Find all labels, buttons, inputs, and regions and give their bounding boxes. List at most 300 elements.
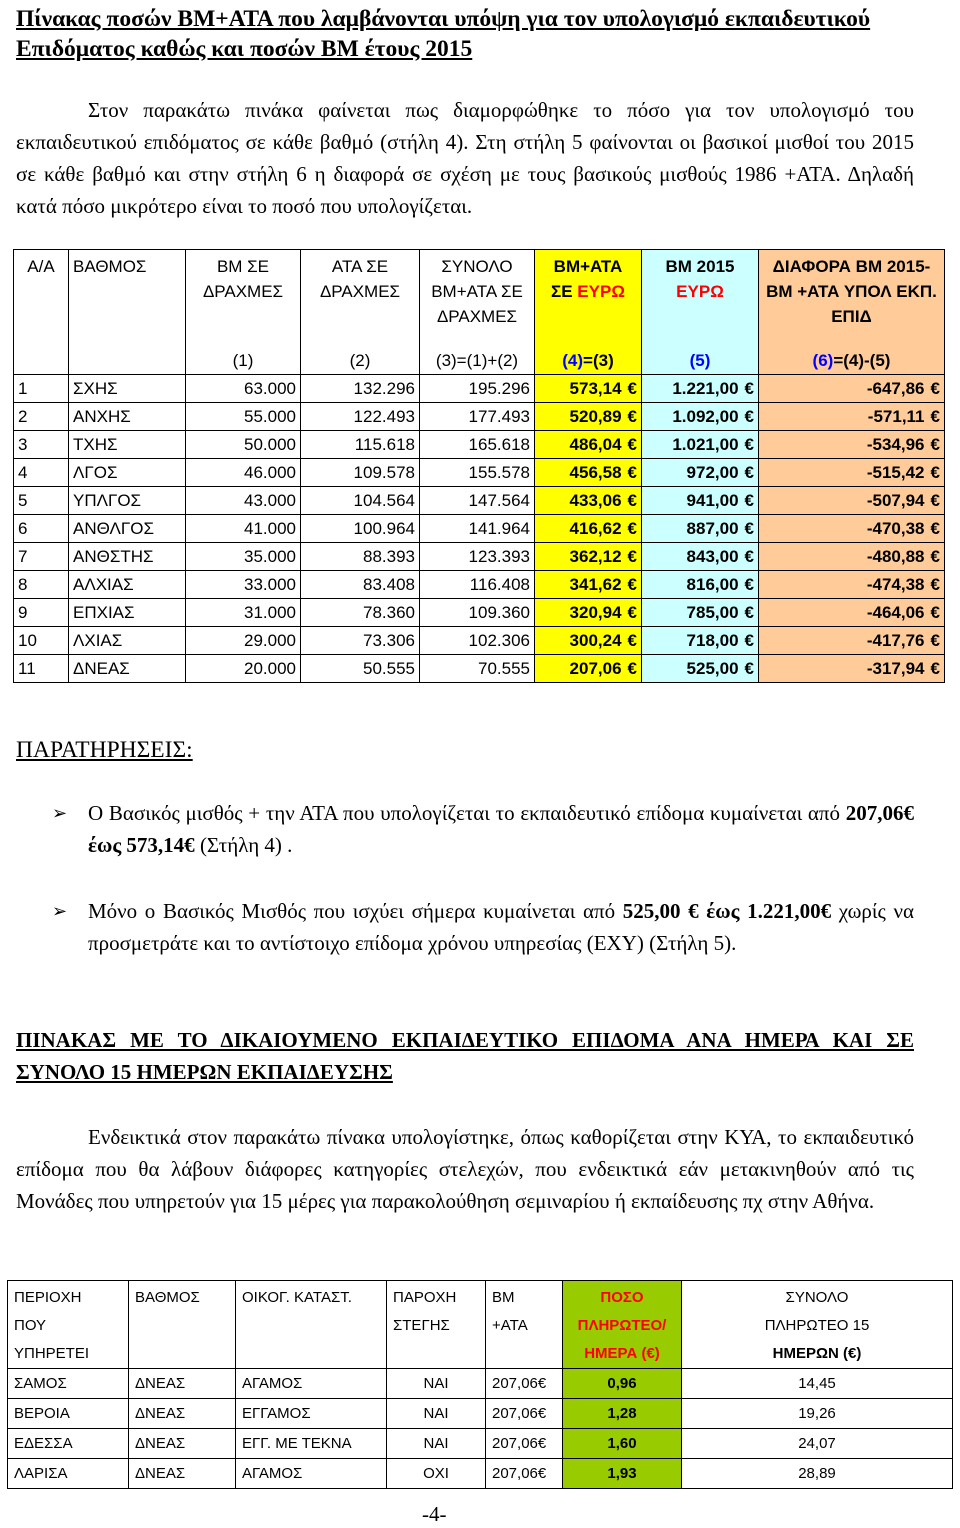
cell-bm-dr [186, 627, 301, 655]
cell-bathmos-value: ΣΧΗΣ [73, 379, 118, 398]
intro-paragraph [16, 94, 914, 222]
obs1-bold: 207,06€ έως 573,14€ [88, 801, 914, 857]
sub-c4 [535, 346, 642, 375]
cell-ata-dr [301, 543, 420, 571]
cell-aa-value: 3 [18, 435, 28, 454]
cell-synolo-dr-value: 195.296 [468, 379, 530, 398]
cell-bm-ata: 207,06€ [486, 1459, 563, 1489]
cell-diafora-value: -647,86 [866, 379, 925, 398]
cell-diafora [759, 543, 945, 571]
cell-ata-dr-value: 73.306 [363, 631, 415, 650]
allowance-table-body [8, 1369, 953, 1489]
euro-sign: € [930, 463, 940, 482]
cell-bathmos: ΔΝΕΑΣ [129, 1429, 236, 1459]
col-bathmos-header: ΒΑΘΜΟΣ [69, 250, 186, 347]
cell-diafora [759, 487, 945, 515]
cell-bm-dr-value: 29.000 [244, 631, 296, 650]
cell-bathmos-value: ΔΝΕΑΣ [73, 659, 130, 678]
col-bmata-eur-line1: ΒΜ+ΑΤΑ [553, 257, 623, 276]
col-bm2015-header [642, 250, 759, 347]
cell-synolo-dr [420, 571, 535, 599]
cell-ata-dr-value: 88.393 [363, 547, 415, 566]
cell-bathmos-value: ΛΓΟΣ [73, 463, 118, 482]
table-row [8, 1369, 953, 1399]
cell-bmata-eur-value: 341,62 [569, 575, 622, 594]
salary-table-body [14, 375, 945, 683]
cell-bm2015 [642, 459, 759, 487]
table-row [14, 375, 945, 403]
cell-aa-value: 2 [18, 407, 28, 426]
obs2-pre: Μόνο ο Βασικός Μισθός που ισχύει σήμερα κυμαίνεται από [88, 899, 623, 923]
cell-diafora [759, 403, 945, 431]
poso-l1: ΠΟΣΟ [600, 1289, 644, 1306]
cell-bm-ata: 207,06€ [486, 1399, 563, 1429]
cell-bm2015 [642, 515, 759, 543]
cell-bm-dr [186, 515, 301, 543]
cell-bm2015 [642, 599, 759, 627]
sub-c1: (1) [186, 346, 301, 375]
cell-bathmos-value: ΑΛΧΙΑΣ [73, 575, 134, 594]
perioxi-l1: ΠΕΡΙΟΧΗ [14, 1289, 82, 1306]
salary-table [13, 249, 945, 683]
euro-sign: € [744, 547, 754, 566]
cell-diafora-value: -507,94 [866, 491, 925, 510]
sub-empty-2 [69, 346, 186, 375]
cell-bm2015-value: 1.021,00 [672, 435, 739, 454]
cell-synolo-dr-value: 177.493 [468, 407, 530, 426]
cell-ata-dr [301, 375, 420, 403]
table-row [14, 459, 945, 487]
cell-ata-dr-value: 132.296 [353, 379, 415, 398]
cell-synolo-dr-value: 141.964 [468, 519, 530, 538]
cell-diafora-value: -480,88 [866, 547, 925, 566]
cell-ata-dr-value: 83.408 [363, 575, 415, 594]
cell-synolo-dr-value: 109.360 [468, 603, 530, 622]
cell-aa-value: 8 [18, 575, 28, 594]
cell-bm2015-value: 525,00 [686, 659, 739, 678]
euro-sign: € [744, 575, 754, 594]
euro-sign: € [627, 547, 637, 566]
cell-diafora [759, 515, 945, 543]
euro-sign: € [930, 519, 940, 538]
paroxi-l1: ΠΑΡΟΧΗ [393, 1289, 457, 1306]
cell-bathmos [69, 627, 186, 655]
cell-paroxi: ΟΧΙ [387, 1459, 486, 1489]
cell-bathmos: ΔΝΕΑΣ [129, 1399, 236, 1429]
cell-bm-dr [186, 655, 301, 683]
observation-bullet-1 [52, 797, 914, 861]
cell-bathmos [69, 431, 186, 459]
cell-bm-dr-value: 35.000 [244, 547, 296, 566]
cell-bathmos [69, 571, 186, 599]
cell-poso: 1,28 [563, 1399, 682, 1429]
sub-c6b: =(4)-(5) [833, 350, 891, 370]
salary-table-subheader [14, 346, 945, 375]
cell-aa-value: 5 [18, 491, 28, 510]
cell-paroxi: ΝΑΙ [387, 1429, 486, 1459]
cell-diafora [759, 459, 945, 487]
cell-oikog: ΑΓΑΜΟΣ [236, 1459, 387, 1489]
cell-aa-value: 11 [18, 659, 36, 678]
cell-ata-dr [301, 459, 420, 487]
cell-bm-ata: 207,06€ [486, 1369, 563, 1399]
perioxi-l3: ΥΠΗΡΕΤΕΙ [14, 1345, 90, 1362]
euro-sign: € [744, 519, 754, 538]
cell-ata-dr [301, 655, 420, 683]
salary-table-header [14, 250, 945, 347]
cell-synolo-15: 14,45 [682, 1369, 953, 1399]
cell-aa [14, 515, 69, 543]
col-bmata-eur-line2b: ΕΥΡΩ [577, 282, 625, 301]
table-row [14, 627, 945, 655]
cell-synolo-15: 28,89 [682, 1459, 953, 1489]
cell-diafora-value: -417,76 [866, 631, 925, 650]
col-bm-dr-header: ΒΜ ΣΕ ΔΡΑΧΜΕΣ [186, 250, 301, 347]
paragraph-2-text: Ενδεικτικά στον παρακάτω πίνακα υπολογίστηκε, όπως καθορίζεται στην ΚΥΑ, το εκπαιδευτικό επίδομα που θα λάβουν διάφορες κατηγορίες στελεχών, που ενδεικτικά εάν μετακινηθούν από τις Μονάδες που υπηρετούν για 15 μέρες για παρακολούθηση σεμιναρίου ή εκπαίδευσης πχ στην Αθήνα. [16, 1125, 914, 1213]
col-synolo-header: ΣΥΝΟΛΟ ΒΜ+ΑΤΑ ΣΕ ΔΡΑΧΜΕΣ [420, 250, 535, 347]
euro-sign: € [744, 463, 754, 482]
euro-sign: € [627, 575, 637, 594]
cell-synolo-dr-value: 165.618 [468, 435, 530, 454]
table-row [14, 571, 945, 599]
cell-bathmos: ΔΝΕΑΣ [129, 1369, 236, 1399]
table-row [14, 543, 945, 571]
cell-oikog: ΑΓΑΜΟΣ [236, 1369, 387, 1399]
cell-ata-dr [301, 627, 420, 655]
cell-bathmos [69, 375, 186, 403]
cell-bmata-eur-value: 416,62 [569, 519, 622, 538]
col-bm2-header [486, 1281, 563, 1369]
cell-bm2015 [642, 487, 759, 515]
cell-diafora [759, 431, 945, 459]
cell-ata-dr-value: 109.578 [353, 463, 415, 482]
arrow-bullet-icon: ➢ [52, 901, 68, 921]
cell-diafora [759, 655, 945, 683]
cell-bmata-eur [535, 459, 642, 487]
cell-bm-dr [186, 487, 301, 515]
cell-oikog: ΕΓΓΑΜΟΣ [236, 1399, 387, 1429]
cell-ata-dr-value: 78.360 [363, 603, 415, 622]
euro-sign: € [744, 407, 754, 426]
cell-bmata-eur-value: 300,24 [569, 631, 622, 650]
cell-ata-dr [301, 571, 420, 599]
cell-bathmos-value: ΛΧΙΑΣ [73, 631, 123, 650]
perioxi-l2: ΠΟΥ [14, 1317, 47, 1334]
cell-aa-value: 10 [18, 631, 37, 650]
cell-aa [14, 403, 69, 431]
cell-bathmos-value: ΥΠΛΓΟΣ [73, 491, 142, 510]
cell-bathmos-value: ΕΠΧΙΑΣ [73, 603, 135, 622]
cell-aa [14, 655, 69, 683]
arrow-bullet-icon: ➢ [52, 803, 68, 823]
col-ata-dr-header: ΑΤΑ ΣΕ ΔΡΑΧΜΕΣ [301, 250, 420, 347]
intro-text: Στον παρακάτω πινάκα φαίνεται πως διαμορφώθηκε το πόσο για τον υπολογισμό του εκπαιδευτικού επιδόματος σε κάθε βαθμό (στήλη 4). Στη στήλη 5 φαίνονται οι βασικοί μισθοί του 2015 σε κάθε βαθμό και στην στήλη 6 η διαφορά σε σχέση με τους βασικούς μισθούς 1986 +ΑΤΑ. Δηλαδή κατά πόσο μικρότερο είναι το ποσό που υπολογίζεται. [16, 98, 914, 218]
cell-bm2015 [642, 571, 759, 599]
cell-bmata-eur [535, 627, 642, 655]
cell-perioxi: ΕΔΕΣΣΑ [8, 1429, 129, 1459]
cell-bm2015-value: 718,00 [686, 631, 739, 650]
euro-sign: € [627, 603, 637, 622]
cell-perioxi: ΣΑΜΟΣ [8, 1369, 129, 1399]
cell-synolo-dr [420, 599, 535, 627]
cell-ata-dr [301, 487, 420, 515]
cell-synolo-dr [420, 459, 535, 487]
cell-bm-dr [186, 571, 301, 599]
euro-sign: € [930, 631, 940, 650]
col-oikog-header: ΟΙΚΟΓ. ΚΑΤΑΣΤ. [236, 1281, 387, 1369]
cell-bm-dr-value: 31.000 [244, 603, 296, 622]
cell-bmata-eur-value: 456,58 [569, 463, 622, 482]
euro-sign: € [930, 603, 940, 622]
allowance-table [7, 1280, 953, 1489]
cell-diafora-value: -464,06 [866, 603, 925, 622]
cell-synolo-dr [420, 627, 535, 655]
table-row [14, 599, 945, 627]
synolo2-l3: ΗΜΕΡΩΝ (€) [772, 1345, 862, 1362]
cell-synolo-dr [420, 375, 535, 403]
paroxi-l2: ΣΤΕΓΗΣ [393, 1317, 450, 1334]
cell-bm-dr-value: 20.000 [244, 659, 296, 678]
sub-c5: (5) [642, 346, 759, 375]
euro-sign: € [930, 407, 940, 426]
cell-bmata-eur-value: 320,94 [569, 603, 622, 622]
sub-c6a: (6) [812, 350, 834, 370]
cell-synolo-dr [420, 543, 535, 571]
cell-diafora-value: -474,38 [866, 575, 925, 594]
cell-aa [14, 599, 69, 627]
cell-bm-dr [186, 403, 301, 431]
cell-ata-dr-value: 50.555 [363, 659, 415, 678]
cell-bm2015 [642, 627, 759, 655]
col-bathmos2-header: ΒΑΘΜΟΣ [129, 1281, 236, 1369]
cell-diafora-value: -534,96 [866, 435, 925, 454]
cell-aa [14, 459, 69, 487]
euro-sign: € [930, 435, 940, 454]
allowance-table-header [8, 1281, 953, 1369]
cell-bmata-eur [535, 487, 642, 515]
cell-synolo-dr-value: 116.408 [469, 575, 530, 594]
cell-bm2015-value: 843,00 [686, 547, 739, 566]
euro-sign: € [930, 547, 940, 566]
cell-perioxi: ΒΕΡΟΙΑ [8, 1399, 129, 1429]
table-row [8, 1399, 953, 1429]
table-row [14, 515, 945, 543]
paragraph-2 [16, 1121, 914, 1217]
cell-bathmos [69, 515, 186, 543]
cell-diafora-value: -571,11 [867, 407, 925, 426]
poso-l2: ΠΛΗΡΩΤΕΟ/ [577, 1317, 667, 1334]
table-row [14, 431, 945, 459]
cell-bm2015-value: 785,00 [686, 603, 739, 622]
euro-sign: € [744, 435, 754, 454]
cell-bmata-eur [535, 599, 642, 627]
document-title: Πίνακας ποσών ΒΜ+ΑΤΑ που λαμβάνονται υπόψη για τον υπολογισμό εκπαιδευτικού Επιδόματος καθώς και ποσών ΒΜ έτους 2015 [16, 6, 871, 62]
cell-diafora [759, 627, 945, 655]
euro-sign: € [744, 603, 754, 622]
cell-synolo-dr-value: 147.564 [468, 491, 530, 510]
euro-sign: € [930, 575, 940, 594]
cell-bathmos-value: ΑΝΘΣΤΗΣ [73, 547, 154, 566]
cell-diafora [759, 571, 945, 599]
euro-sign: € [627, 379, 637, 398]
euro-sign: € [627, 435, 637, 454]
cell-bm2015 [642, 655, 759, 683]
cell-aa-value: 1 [18, 379, 28, 398]
cell-diafora [759, 375, 945, 403]
euro-sign: € [744, 491, 754, 510]
cell-bathmos [69, 403, 186, 431]
cell-bmata-eur-value: 362,12 [569, 547, 622, 566]
euro-sign: € [744, 631, 754, 650]
cell-ata-dr-value: 115.618 [354, 435, 415, 454]
col-poso-header [563, 1281, 682, 1369]
section-title-2: ΠΙΝΑΚΑΣ ΜΕ ΤΟ ΔΙΚΑΙΟΥΜΕΝΟ ΕΚΠΑΙΔΕΥΤΙΚΟ ΕΠΙΔΟΜΑ ΑΝΑ ΗΜΕΡΑ ΚΑΙ ΣΕ ΣΥΝΟΛΟ 15 ΗΜΕΡΩΝ ΕΚΠΑΙΔΕΥΣΗΣ [16, 1028, 914, 1084]
cell-aa [14, 431, 69, 459]
cell-diafora-value: -470,38 [866, 519, 925, 538]
page-number: -4- [422, 1502, 447, 1526]
col-perioxi-header [8, 1281, 129, 1369]
cell-oikog: ΕΓΓ. ΜΕ ΤΕΚΝΑ [236, 1429, 387, 1459]
obs2-post: χωρίς να προσμετράτε και το αντίστοιχο επίδομα χρόνου υπηρεσίας (ΕΧΥ) (Στήλη 5). [88, 899, 914, 955]
bm2-l2: +ΑΤΑ [492, 1317, 528, 1334]
cell-perioxi: ΛΑΡΙΣΑ [8, 1459, 129, 1489]
cell-aa [14, 487, 69, 515]
cell-bm-dr-value: 63.000 [244, 379, 296, 398]
observations-title: ΠΑΡΑΤΗΡΗΣΕΙΣ: [16, 737, 193, 763]
cell-bathmos-value: ΤΧΗΣ [73, 435, 118, 454]
observation-1-text [88, 797, 914, 861]
euro-sign: € [627, 659, 637, 678]
cell-bathmos [69, 487, 186, 515]
obs1-pre: Ο Βασικός μισθός + την ΑΤΑ που υπολογίζεται το εκπαιδευτικό επίδομα κυμαίνεται από [88, 801, 846, 825]
cell-bm2015-value: 972,00 [686, 463, 739, 482]
cell-synolo-dr-value: 155.578 [468, 463, 530, 482]
cell-synolo-dr [420, 487, 535, 515]
poso-l3: ΗΜΕΡΑ (€) [584, 1345, 660, 1362]
cell-paroxi: ΝΑΙ [387, 1399, 486, 1429]
cell-bathmos [69, 599, 186, 627]
observation-bullet-2 [52, 895, 914, 959]
cell-bm-dr [186, 375, 301, 403]
bm2-l1: ΒΜ [492, 1289, 515, 1306]
table-row [14, 487, 945, 515]
cell-bm-dr-value: 33.000 [244, 575, 296, 594]
sub-c4a: (4) [562, 350, 584, 370]
cell-bmata-eur [535, 431, 642, 459]
sub-c2: (2) [301, 346, 420, 375]
cell-diafora-value: -515,42 [866, 463, 925, 482]
table-row [8, 1429, 953, 1459]
col-aa-header: Α/Α [14, 250, 69, 347]
cell-poso: 1,93 [563, 1459, 682, 1489]
cell-bm2015-value: 1.092,00 [672, 407, 739, 426]
cell-bmata-eur-value: 207,06 [569, 659, 622, 678]
cell-ata-dr-value: 104.564 [353, 491, 415, 510]
cell-bm2015-value: 887,00 [686, 519, 739, 538]
euro-sign: € [744, 659, 754, 678]
cell-diafora [759, 599, 945, 627]
cell-bm-dr-value: 50.000 [244, 435, 296, 454]
cell-bathmos [69, 655, 186, 683]
cell-bm2015 [642, 403, 759, 431]
cell-bm-dr-value: 43.000 [244, 491, 296, 510]
col-paroxi-header [387, 1281, 486, 1369]
cell-bmata-eur [535, 543, 642, 571]
cell-aa [14, 627, 69, 655]
col-bm2015-line1: ΒΜ 2015 [665, 257, 735, 276]
cell-bmata-eur [535, 375, 642, 403]
cell-bmata-eur-value: 520,89 [569, 407, 622, 426]
cell-aa [14, 543, 69, 571]
synolo2-l1: ΣΥΝΟΛΟ [785, 1289, 849, 1306]
euro-sign: € [930, 659, 940, 678]
cell-synolo-dr-value: 102.306 [468, 631, 530, 650]
cell-ata-dr-value: 122.493 [353, 407, 415, 426]
obs1-post: (Στήλη 4) . [194, 833, 293, 857]
cell-poso: 0,96 [563, 1369, 682, 1399]
cell-bmata-eur-value: 433,06 [569, 491, 622, 510]
cell-bm-dr [186, 459, 301, 487]
col-bmata-eur-line2a: ΣΕ [551, 282, 578, 301]
cell-bm2015-value: 941,00 [686, 491, 739, 510]
cell-synolo-dr [420, 515, 535, 543]
cell-bmata-eur [535, 571, 642, 599]
cell-bm-dr-value: 41.000 [244, 519, 296, 538]
euro-sign: € [930, 491, 940, 510]
cell-bm2015-value: 816,00 [686, 575, 739, 594]
cell-synolo-dr [420, 655, 535, 683]
cell-bm2015 [642, 431, 759, 459]
cell-poso: 1,60 [563, 1429, 682, 1459]
cell-bm-dr-value: 46.000 [244, 463, 296, 482]
euro-sign: € [744, 379, 754, 398]
euro-sign: € [627, 407, 637, 426]
cell-bm-dr [186, 599, 301, 627]
sub-c6 [759, 346, 945, 375]
col-diafora-header: ΔΙΑΦΟΡΑ ΒΜ 2015-ΒΜ +ΑΤΑ ΥΠΟΛ ΕΚΠ. ΕΠΙΔ [759, 250, 945, 347]
cell-bmata-eur [535, 655, 642, 683]
cell-bathmos [69, 459, 186, 487]
cell-ata-dr [301, 403, 420, 431]
cell-bmata-eur-value: 573,14 [569, 379, 622, 398]
table-row [14, 403, 945, 431]
cell-paroxi: ΝΑΙ [387, 1369, 486, 1399]
cell-aa [14, 571, 69, 599]
cell-aa-value: 6 [18, 519, 28, 538]
cell-ata-dr-value: 100.964 [353, 519, 415, 538]
euro-sign: € [930, 379, 940, 398]
cell-bm-dr-value: 55.000 [244, 407, 296, 426]
cell-bmata-eur [535, 515, 642, 543]
cell-bm-dr [186, 543, 301, 571]
col-synolo2-header [682, 1281, 953, 1369]
cell-synolo-dr [420, 431, 535, 459]
euro-sign: € [627, 463, 637, 482]
cell-synolo-dr-value: 70.555 [478, 659, 530, 678]
cell-bm2015 [642, 543, 759, 571]
cell-bm-ata: 207,06€ [486, 1429, 563, 1459]
cell-aa-value: 7 [18, 547, 28, 566]
cell-bathmos: ΔΝΕΑΣ [129, 1459, 236, 1489]
cell-bathmos [69, 543, 186, 571]
col-bm2015-line2: ΕΥΡΩ [676, 282, 724, 301]
cell-synolo-15: 19,26 [682, 1399, 953, 1429]
cell-ata-dr [301, 599, 420, 627]
obs2-bold: 525,00 € έως 1.221,00€ [622, 899, 832, 923]
euro-sign: € [627, 519, 637, 538]
cell-bm2015 [642, 375, 759, 403]
cell-aa-value: 4 [18, 463, 28, 482]
